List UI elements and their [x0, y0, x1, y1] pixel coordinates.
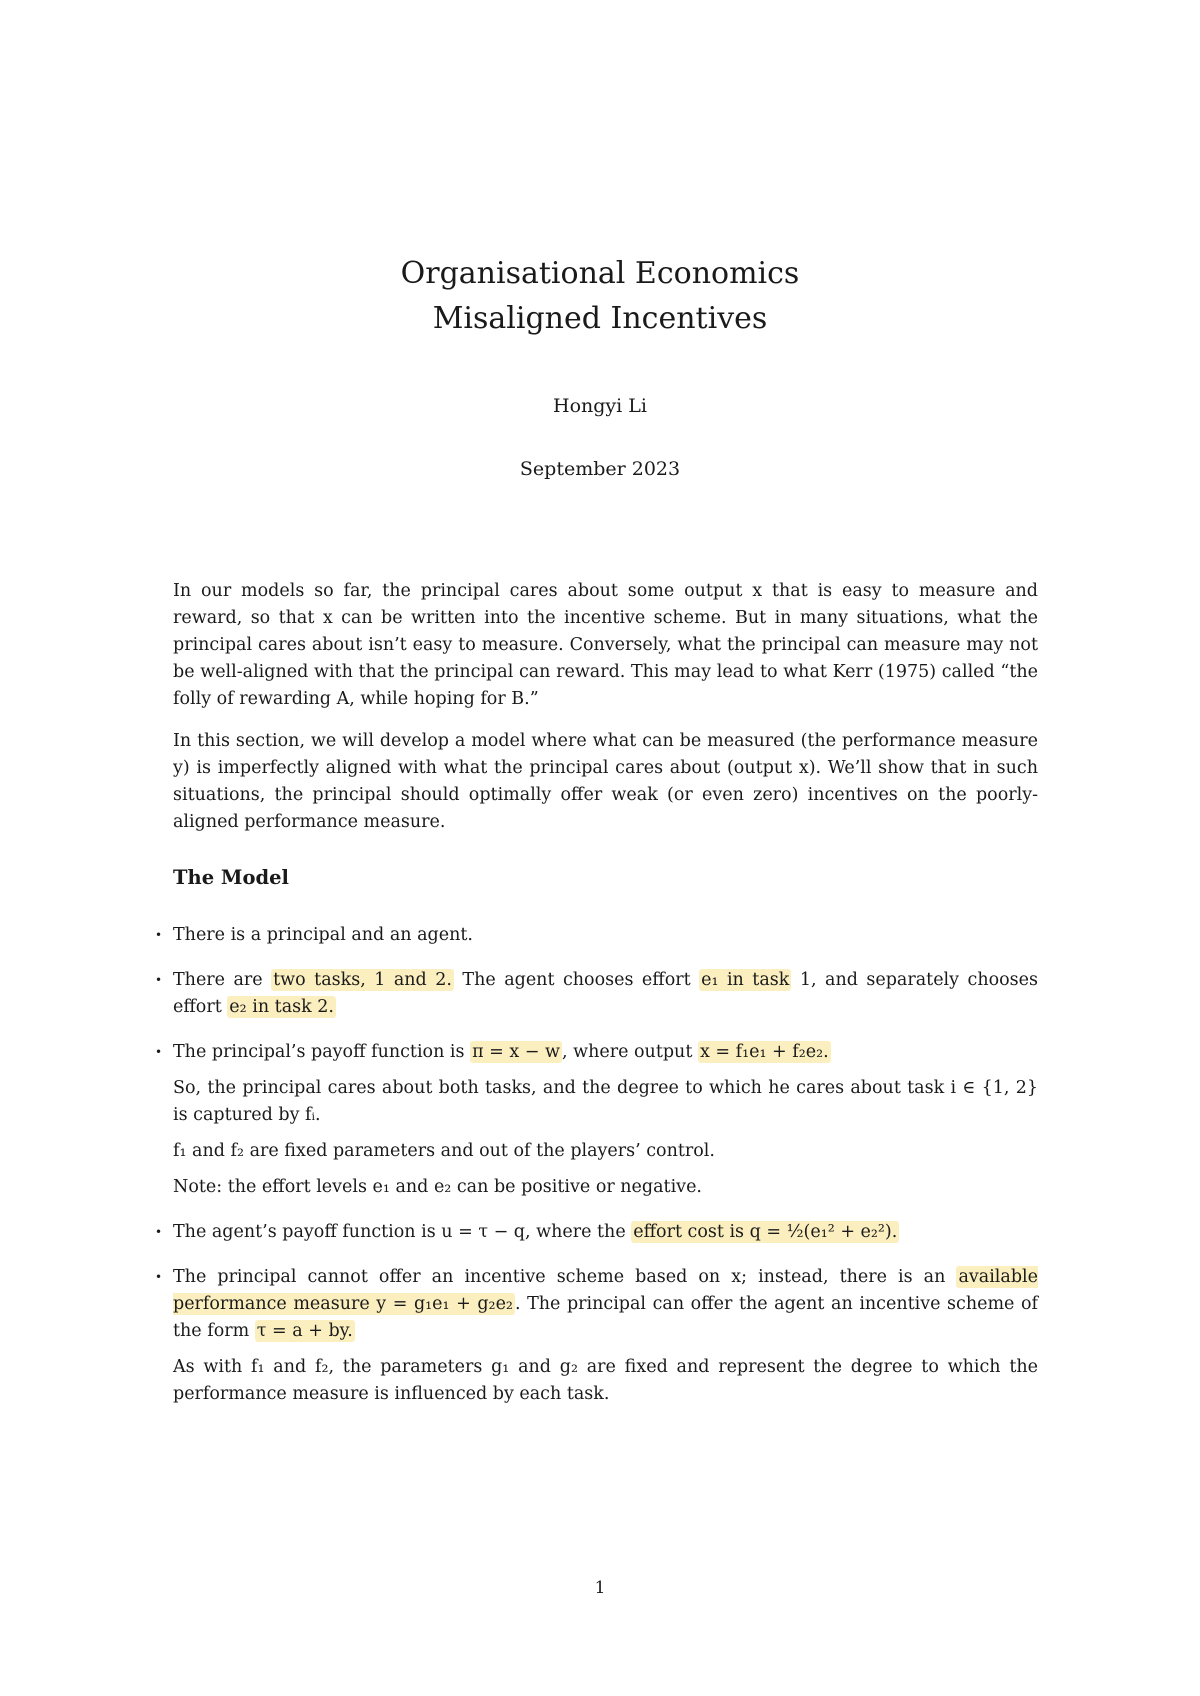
list-item — [173, 1219, 1038, 1246]
intro-paragraph-2: In this section, we will develop a model where what can be measured (the performance measure y) is imperfectly aligned with what the principal cares about (output x). We’ll show that in such situations, the principal should optimally offer weak (or even zero) incentives on the poorly-aligned performance measure. — [173, 730, 1038, 832]
bullet-subparagraph: As with f₁ and f₂, the parameters g₁ and g₂ are fixed and represent the degree to which the performance measure is influenced by each task. — [173, 1357, 1038, 1404]
intro-paragraph-1: In our models so far, the principal cares about some output x that is easy to measure and reward, so that x can be written into the incentive scheme. But in many situations, what the principal cares about isn’t easy to measure. Conversely, what the principal can measure may not be well-aligned with that the principal can reward. This may lead to what Kerr (1975) called “the folly of rewarding A, while hoping for B.” — [173, 580, 1038, 709]
highlight: available performance measure y = g₁e₁ + g₂e₂ — [173, 1267, 1038, 1314]
bullet-text: The principal cannot offer an incentive scheme based on x; instead, there is an — [173, 1267, 957, 1287]
bullet-subparagraph: So, the principal cares about both tasks, and the degree to which he cares about task i ∈ {1, 2} is captured by fᵢ. — [173, 1078, 1038, 1125]
model-bullet-list — [173, 922, 1038, 1426]
list-item — [173, 1264, 1038, 1408]
section-heading: The Model — [173, 866, 289, 889]
date: September 2023 — [519, 458, 681, 480]
bullet-text: . The principal can offer the agent an incentive scheme of the form — [173, 1294, 1039, 1341]
list-item — [173, 922, 1038, 949]
bullet-text: There is a principal and an agent. — [173, 925, 473, 945]
list-item — [173, 1039, 1038, 1201]
bullet-subparagraph: f₁ and f₂ are fixed parameters and out of the players’ control. — [173, 1141, 715, 1161]
highlight: e₂ in task 2. — [229, 997, 334, 1017]
highlight: e₁ in task — [701, 970, 790, 990]
list-item — [173, 967, 1038, 1021]
author: Hongyi Li — [553, 395, 647, 417]
bullet-text: The agent chooses effort — [453, 970, 700, 990]
page-number: 1 — [594, 1578, 606, 1598]
highlight: τ = a + by. — [256, 1321, 353, 1341]
bullet-text: The principal’s payoff function is — [173, 1042, 471, 1062]
document-subtitle: Misaligned Incentives — [432, 301, 768, 336]
bullet-text: 1, and separately chooses effort — [173, 970, 1038, 1017]
document-title: Organisational Economics — [400, 256, 800, 291]
highlight: π = x − w — [472, 1042, 560, 1062]
highlight: x = f₁e₁ + f₂e₂. — [699, 1042, 829, 1062]
bullet-subparagraph: Note: the effort levels e₁ and e₂ can be positive or negative. — [173, 1177, 702, 1197]
highlight: effort cost is q = ½(e₁² + e₂²). — [633, 1222, 898, 1242]
bullet-text: , where output — [562, 1042, 698, 1062]
bullet-text: There are — [173, 970, 272, 990]
bullet-text: The agent’s payoff function is u = τ − q, where the — [173, 1222, 632, 1242]
highlight: two tasks, 1 and 2. — [273, 970, 452, 990]
